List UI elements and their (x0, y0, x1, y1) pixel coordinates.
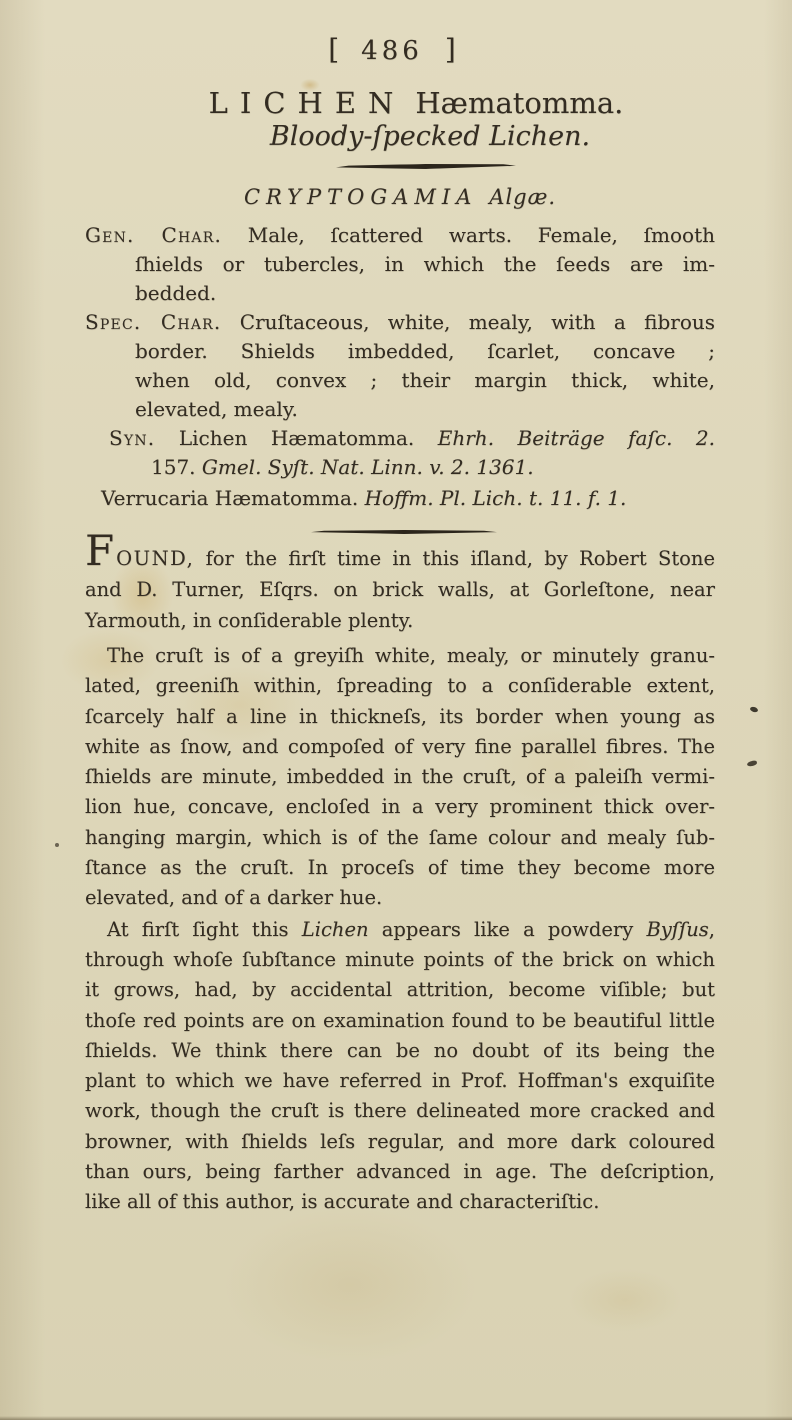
text-line: The cruſt is of a greyiſh white, mealy, or minutely granu- (107, 644, 715, 667)
text-line: when old, convex ; their margin thick, white, (135, 368, 715, 392)
text-line: Spec. Char. Cruſtaceous, white, mealy, with a fibrous (85, 310, 715, 334)
page-title (101, 87, 731, 119)
text-line: FOUND, for the firſt time in this iſland, by Robert Stone (85, 526, 715, 575)
text-line: elevated, and of a darker hue. (85, 886, 383, 910)
text-line: Gen. Char. Male, ſcattered warts. Female, ſmooth (85, 223, 715, 247)
spec-char-paragraph (85, 308, 715, 424)
class-name: CRYPTOGAMIA (243, 185, 478, 209)
verrucaria-reference (85, 484, 715, 513)
text-line: and D. Turner, Eſqrs. on brick walls, at Gorleſtone, near (85, 578, 715, 601)
text-line: border. Shields imbedded, ſcarlet, concave ; (135, 339, 715, 363)
found-paragraph (85, 526, 715, 636)
text-line: ſhields are minute, imbedded in the cruſt, of a paleiſh vermi- (85, 765, 715, 789)
order-name: Algæ. (489, 185, 557, 209)
folio-open-bracket: [ (328, 33, 340, 66)
folio (77, 33, 707, 66)
text-line: through whoſe ſubſtance minute points of the brick on which (85, 947, 715, 971)
text-line: ſhields. We think there can be no doubt of its being the (85, 1038, 715, 1062)
text-line: lion hue, concave, encloſed in a very prominent thick over- (85, 795, 715, 819)
text-line: elevated, mealy. (135, 397, 298, 421)
ink-speck (749, 706, 758, 713)
folio-close-bracket: ] (444, 33, 456, 66)
text-line: Verrucaria Hæmatomma. Hoffm. Pl. Lich. t. 11. f. 1. (101, 486, 627, 510)
text-line: 157. Gmel. Syſt. Nat. Linn. v. 2. 1361. (151, 455, 534, 479)
text-line: ſtance as the cruſt. In proceſs of time they become more (85, 856, 715, 880)
swelled-rule-middle (311, 530, 497, 534)
text-line: plant to which we have referred in Prof. Hoffman's exquiſite (85, 1069, 715, 1093)
text-line: thoſe red points are on examination found to be beautiful little (85, 1008, 715, 1032)
text-line: it grows, had, by accidental attrition, become viſible; but (85, 978, 715, 1002)
text-line: like all of this author, is accurate and characteriſtic. (85, 1190, 600, 1214)
text-line: browner, with ſhields leſs regular, and more dark coloured (85, 1129, 715, 1153)
page-content (85, 33, 716, 1218)
text-line: ſcarcely half a line in thickneſs, its border when young as (85, 704, 715, 728)
page-number: 486 (361, 36, 423, 66)
text-line: Yarmouth, in conſiderable plenty. (85, 609, 414, 632)
discussion-paragraph (85, 915, 715, 1218)
genus-name: LICHEN (208, 86, 406, 120)
text-line: work, though the cruſt is there delineated more cracked and (85, 1099, 715, 1123)
swelled-rule-top (336, 163, 516, 170)
text-line: bedded. (135, 281, 217, 305)
text-line: At firſt ſight this Lichen appears like a powdery Byſſus, (107, 917, 715, 941)
ink-speck (55, 843, 59, 847)
ink-speck (747, 760, 758, 767)
text-line: ſhields or tubercles, in which the ſeeds are im- (135, 252, 715, 276)
synonym-paragraph (85, 424, 715, 482)
common-name-subtitle: Bloody-ſpecked Lichen. (269, 121, 591, 152)
text-line: hanging margin, which is of the ſame colour and mealy ſub- (85, 825, 715, 849)
text-line: lated, greeniſh within, ſpreading to a conſiderable extent, (85, 674, 715, 698)
text-line: than ours, being farther advanced in age. The deſcription, (85, 1160, 715, 1184)
classification-line (85, 184, 715, 210)
species-name: Hæmatomma. (415, 86, 624, 120)
crust-description-paragraph (85, 641, 715, 914)
text-line: Syn. Lichen Hæmatomma. Ehrh. Beiträge faſc. 2. (109, 426, 716, 450)
text-line: white as ſnow, and compoſed of very fine parallel fibres. The (85, 734, 715, 758)
gen-char-paragraph (85, 221, 715, 308)
